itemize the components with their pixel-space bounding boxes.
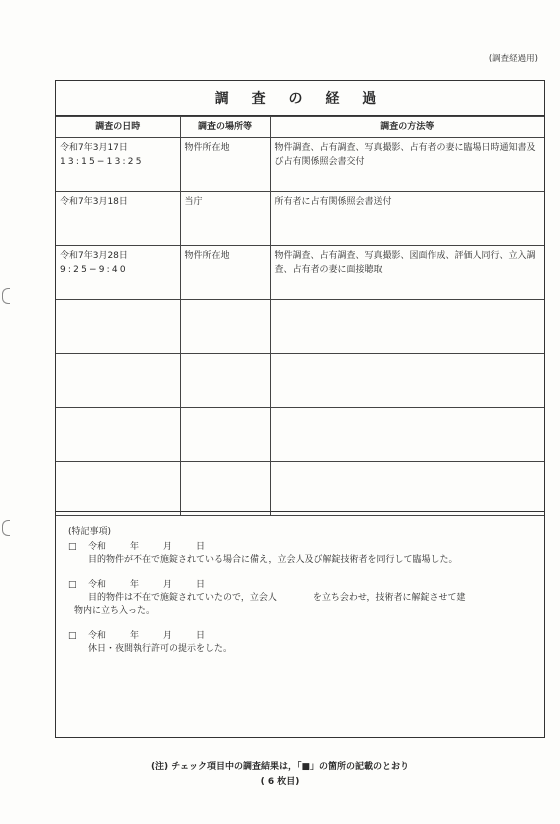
header-date: 調査の日時 [56,117,180,138]
era-label: 令和 [88,542,107,552]
era-label: 令和 [88,631,107,641]
month-label: 月 [163,631,173,641]
table-row [56,192,544,246]
page-footer [0,760,560,790]
note-text: 目的物件が不在で施錠されている場合に備え，立会人及び解錠技術者を同行して臨場した。 [88,555,458,565]
row-date: 令和7年3月18日 [60,197,128,207]
month-label: 月 [163,580,173,590]
table-row-empty [56,462,544,516]
month-label: 月 [163,542,173,552]
header-place: 調査の場所等 [180,117,270,138]
row-date-cell [56,192,180,246]
note-dateline [68,541,536,554]
special-notes-section [56,511,544,737]
year-label: 年 [130,580,140,590]
note-dateline [68,579,536,592]
row-place: 当庁 [180,192,270,246]
row-place: 物件所在地 [180,246,270,300]
investigation-table [56,116,544,516]
year-label: 年 [130,542,140,552]
note-text-continued: 物内に立ち入った。 [74,606,156,616]
header-method: 調査の方法等 [270,117,544,138]
form-type-note: (調査経過用) [488,54,538,64]
checkbox-icon: □ [68,631,77,641]
checkbox-icon: □ [68,542,77,552]
row-place: 物件所在地 [180,138,270,192]
table-row-empty [56,408,544,462]
footer-note: (注) チェック項目中の調査結果は，「■」の箇所の記載のとおり [150,762,410,772]
row-method: 所有者に占有関係照会書送付 [270,192,544,246]
row-date: 令和7年3月17日 [60,143,128,153]
row-method: 物件調査、占有調査、写真撮影、図面作成、評価人同行、立入調査、占有者の妻に面接聴取 [270,246,544,300]
year-label: 年 [130,631,140,641]
page-count: ( 6 枚目) [260,777,300,787]
day-label: 日 [196,631,206,641]
table-row-empty [56,354,544,408]
row-date: 令和7年3月28日 [60,251,128,261]
row-time: 13:15−13:25 [60,157,144,167]
note-text: 休日・夜間執行許可の提示をした。 [88,644,233,654]
row-method: 物件調査、占有調査、写真撮影、占有者の妻に臨場日時通知書及び占有関係照会書交付 [270,138,544,192]
day-label: 日 [196,542,206,552]
row-time: 9:25−9:40 [60,265,128,275]
note-item [68,541,536,567]
era-label: 令和 [88,580,107,590]
investigation-record-frame [55,80,545,738]
note-item [68,630,536,656]
note-text: 目的物件は不在で施錠されていたので，立会人 を立ち会わせ，技術者に解錠させて建 [88,593,466,603]
notes-heading: (特記事項) [68,527,112,537]
table-row-empty [56,300,544,354]
table-row [56,138,544,192]
note-item [68,579,536,618]
table-header-row [56,117,544,138]
binding-mark-lower [2,520,10,536]
day-label: 日 [196,580,206,590]
table-row [56,246,544,300]
binding-mark-upper [2,288,10,304]
row-date-cell [56,138,180,192]
note-dateline [68,630,536,643]
page-title: 調 査 の 経 過 [56,81,544,116]
row-date-cell [56,246,180,300]
checkbox-icon: □ [68,580,77,590]
